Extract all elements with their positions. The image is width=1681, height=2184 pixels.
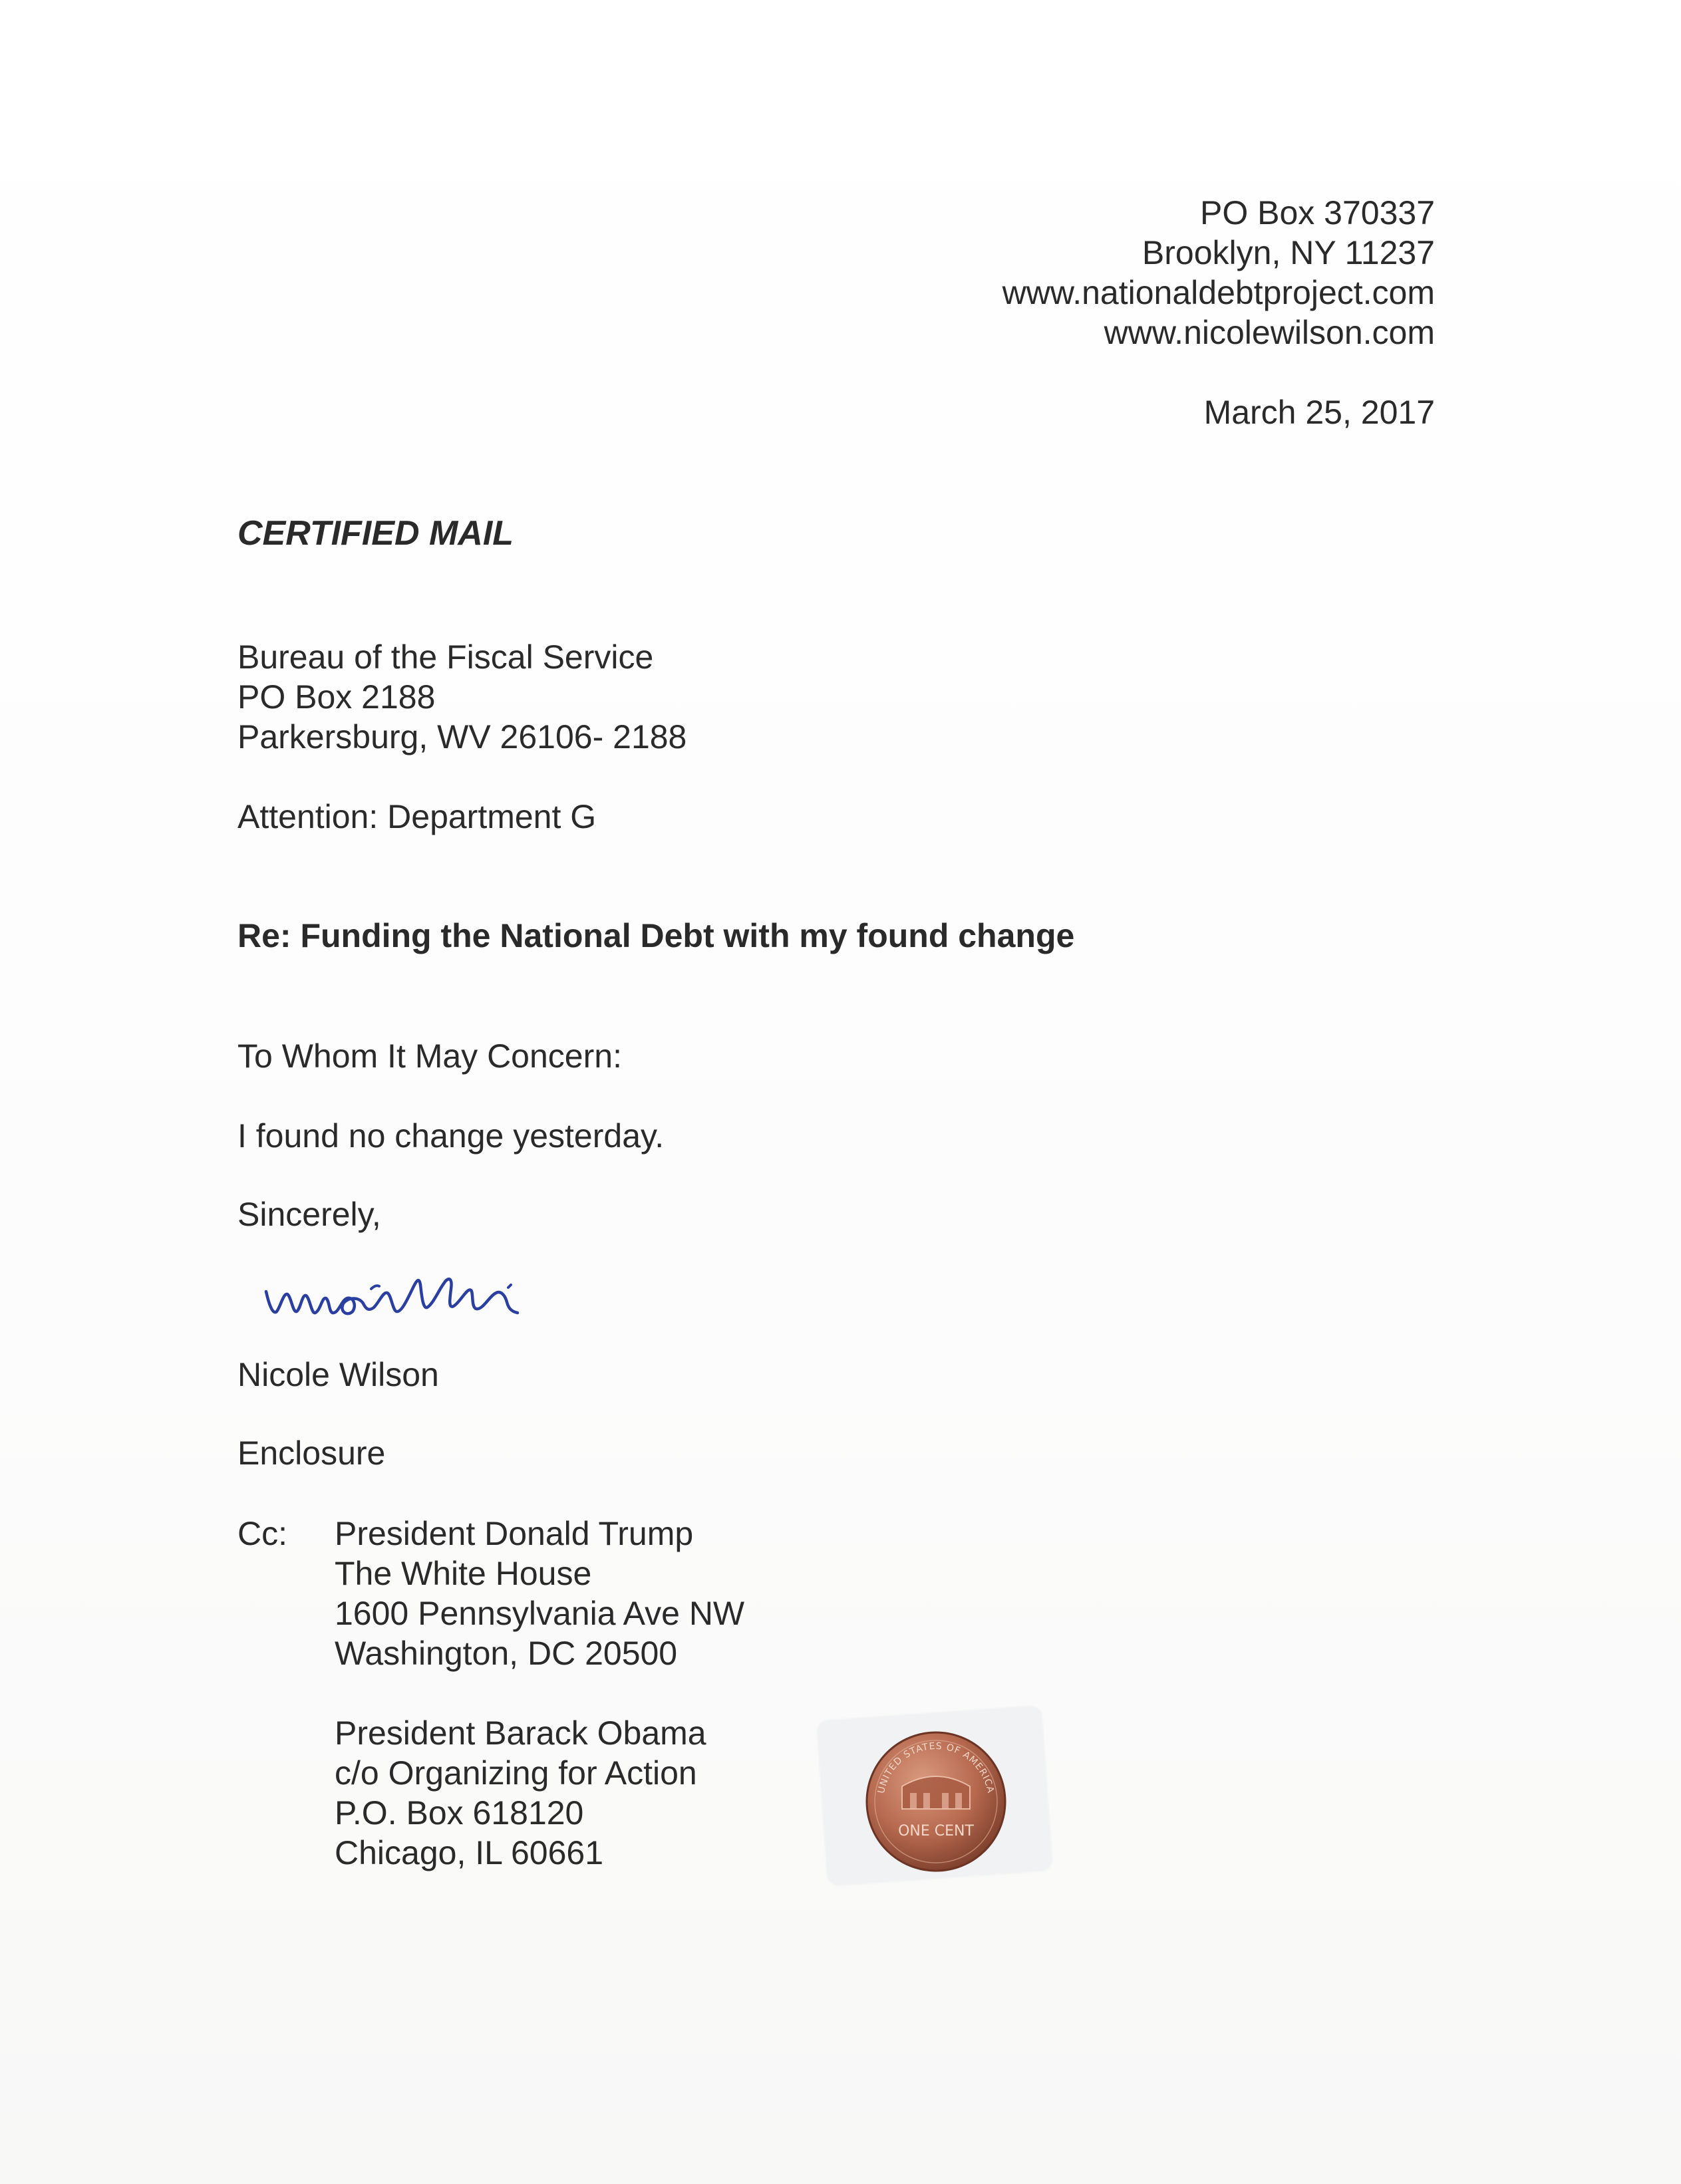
- cc-line: c/o Organizing for Action: [335, 1754, 697, 1792]
- cc-line: President Donald Trump: [335, 1515, 694, 1552]
- body-paragraph: I found no change yesterday.: [237, 1117, 665, 1155]
- recipient-address: [237, 637, 687, 757]
- coin-bottom-text: ONE CENT: [898, 1823, 974, 1840]
- sender-line: PO Box 370337: [1199, 194, 1435, 231]
- sender-line: Brooklyn, NY 11237: [1142, 234, 1435, 271]
- certified-mail-heading: CERTIFIED MAIL: [237, 514, 514, 553]
- cc-line: President Barack Obama: [335, 1714, 706, 1752]
- sender-address: [1002, 193, 1435, 352]
- cc-line: Washington, DC 20500: [335, 1635, 678, 1672]
- cc-line: Chicago, IL 60661: [335, 1834, 604, 1871]
- cc-line: P.O. Box 618120: [335, 1794, 584, 1832]
- cc-line: The White House: [335, 1555, 592, 1592]
- sender-website: www.nationaldebtproject.com: [1002, 274, 1435, 311]
- recipient-line: Bureau of the Fiscal Service: [237, 638, 654, 676]
- recipient-line: Parkersburg, WV 26106- 2188: [237, 718, 687, 755]
- cc-label: Cc:: [237, 1515, 287, 1552]
- salutation: To Whom It May Concern:: [237, 1037, 622, 1075]
- handwritten-signature: [259, 1250, 572, 1337]
- attention-line: Attention: Department G: [237, 798, 597, 835]
- closing: Sincerely,: [237, 1196, 381, 1233]
- enclosure-note: Enclosure: [237, 1434, 386, 1472]
- signer-name: Nicole Wilson: [237, 1356, 439, 1393]
- recipient-line: PO Box 2188: [237, 678, 436, 716]
- cc-recipient-trump: [335, 1514, 744, 1673]
- cc-line: 1600 Pennsylvania Ave NW: [335, 1595, 745, 1632]
- penny-coin-image: [863, 1729, 1008, 1874]
- sender-website: www.nicolewilson.com: [1104, 314, 1435, 351]
- subject-line: Re: Funding the National Debt with my found change: [237, 917, 1075, 954]
- coin-top-text: UNITED STATES OF AMERICA: [875, 1740, 996, 1795]
- cc-recipient-obama: [335, 1713, 706, 1873]
- letter-date: March 25, 2017: [1203, 394, 1435, 431]
